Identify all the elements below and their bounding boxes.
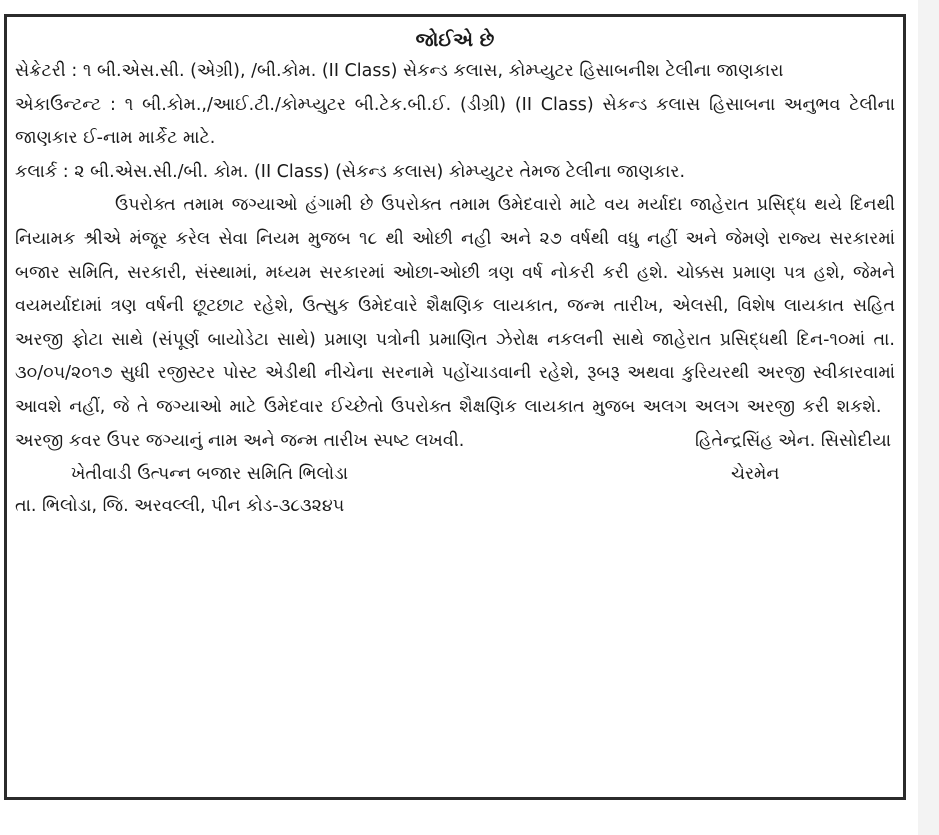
ad-title: જોઈએ છે xyxy=(415,29,495,51)
post-accountant xyxy=(15,89,895,156)
job-advertisement xyxy=(4,14,906,800)
closing-row xyxy=(15,425,895,459)
page-edge-strip xyxy=(918,0,939,835)
organization-name: ખેતીવાડી ઉત્પન્ન બજાર સમિતિ ભિલોડા xyxy=(71,464,348,485)
post-clerk xyxy=(15,156,895,190)
post-label-secretary: સેક્રેટરી : xyxy=(15,61,78,81)
closing-note: અરજી કવર ઉપર જગ્યાનું નામ અને જન્મ તારીખ સ્પષ્ટ લખવી. xyxy=(15,430,465,451)
organization-address: તા. ભિલોડા, જિ. અરવલ્લી, પીન કોડ-૩૮૩૨૪૫ xyxy=(15,496,345,517)
post-text-clerk: ૨ બી.એસ.સી./બી. કોમ. (II Class) (સેકન્ડ કલાસ) કોમ્પ્યુટર તેમજ ટેલીના જાણકાર. xyxy=(74,161,686,182)
footer xyxy=(15,458,895,526)
signatory-name: હિતેન્દ્રસિંહ એન. સિસોદીયા xyxy=(695,430,891,451)
post-text-secretary: ૧ બી.એસ.સી. (એગ્રી), /બી.કોમ. (II Class) સેકન્ડ કલાસ, કોમ્પ્યુટર હિસાબનીશ ટેલીના જાણકારા xyxy=(82,61,784,81)
terms-paragraph: ઉપરોક્ત તમામ જગ્યાઓ હંગામી છે ઉપરોક્ત તમામ ઉમેદવારો માટે વય મર્યાદા જાહેરાત પ્રસિદ્ધ થયે દિનથી નિયામક શ્રીએ મંજૂર કરેલ સેવા નિયમ મુજબ ૧૮ થી ઓછી નહી અને ૨૭ વર્ષથી વધુ નહીં અને જેમણે રાજ્ય સરકારમાં બજાર સમિતિ, સરકારી, સંસ્થામાં, મધ્યમ સરકારમાં ઓછા-ઓછી ત્રણ વર્ષ નોકરી કરી હશે. ચોક્કસ પ્રમાણ પત્ર હશે, જેમને વયમર્યાદામાં ત્રણ વર્ષની છૂટછાટ રહેશે, ઉત્સુક ઉમેદવારે શૈક્ષણિક લાયકાત, જન્મ તારીખ, એલસી, વિશેષ લાયકાત સહિત અરજી ફોટા સાથે (સંપૂર્ણ બાયોડેટા સાથે) પ્રમાણ પત્રોની પ્રમાણિત ઝેરોક્ષ નકલની સાથે જાહેરાત પ્રસિદ્ધથી દિન-૧૦માં તા. ૩૦/૦૫/૨૦૧૭ સુધી રજીસ્ટર પોસ્ટ એડીથી નીચેના સરનામે પહોંચાડવાની રહેશે, રૂબરૂ અથવા કુરિયરથી અરજી સ્વીકારવામાં આવશે નહીં, જે તે જગ્યાઓ માટે ઉમેદવાર ઈચ્છેતો ઉપરોક્ત શૈક્ષણિક લાયકાત મુજબ અલગ અલગ અરજી કરી શકશે. xyxy=(15,195,895,417)
post-text-accountant: ૧ બી.કોમ.,/આઈ.ટી./કોમ્પ્યુટર બી.ટેક.બી.ઈ. (ડીગ્રી) (II Class) સેકન્ડ કલાસ હિસાબના અનુભવ ટેલીના જાણકાર ઈ-નામ માર્કેટ માટે. xyxy=(15,94,896,149)
signatory-title: ચેરમેન xyxy=(731,464,780,485)
post-label-accountant: એકાઉન્ટન્ટ : xyxy=(15,94,116,115)
post-label-clerk: કલાર્ક : xyxy=(15,161,69,182)
advertisement-content xyxy=(15,25,895,789)
post-secretary xyxy=(15,55,895,89)
